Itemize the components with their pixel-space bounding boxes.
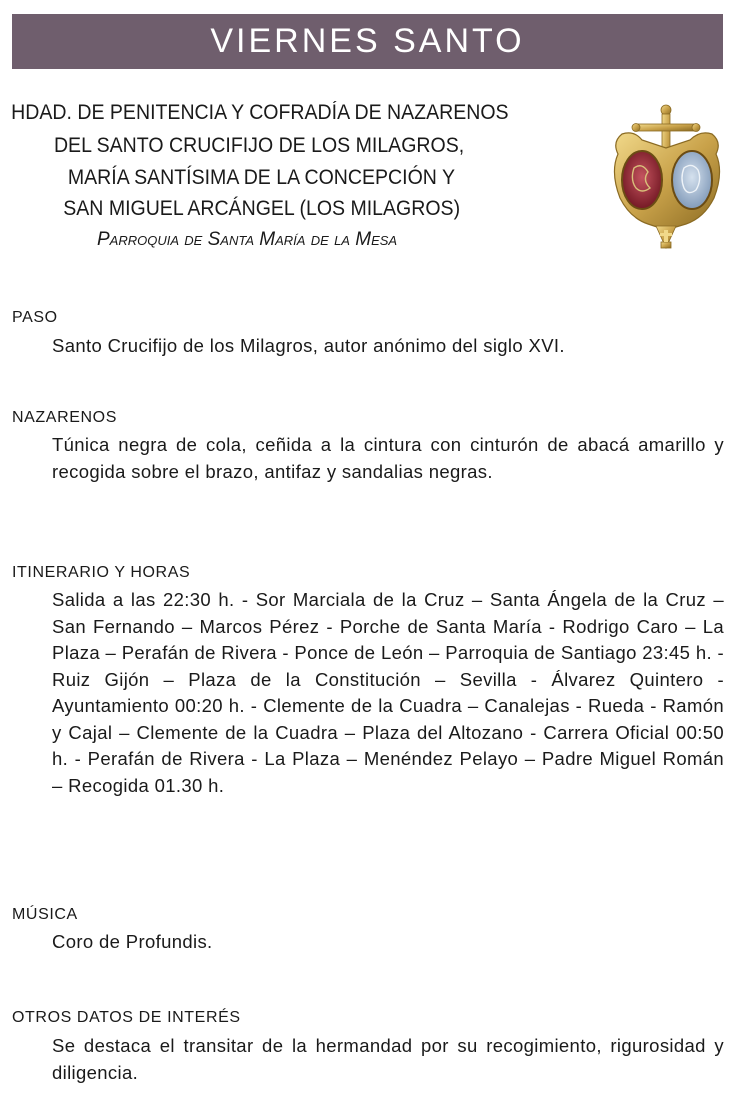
- section-title-nazarenos: NAZARENOS: [12, 409, 117, 426]
- section-title-itinerario: ITINERARIO Y HORAS: [12, 564, 191, 581]
- brotherhood-name-line-1: HDAD. DE PENITENCIA Y COFRADÍA DE NAZARENOS: [11, 101, 509, 124]
- brotherhood-emblem-icon: [608, 102, 726, 254]
- section-body-paso: Santo Crucifijo de los Milagros, autor anónimo del siglo XVI.: [52, 335, 565, 356]
- page-banner: [12, 14, 723, 69]
- brotherhood-name-line-2: DEL SANTO CRUCIFIJO DE LOS MILAGROS,: [53, 134, 465, 157]
- brotherhood-name-line-3: MARÍA SANTÍSIMA DE LA CONCEPCIÓN Y: [67, 166, 455, 189]
- section-title-paso: PASO: [12, 309, 58, 326]
- section-body-itinerario: Salida a las 22:30 h. - Sor Marciala de la Cruz – Santa Ángela de la Cruz – San Fernando – Marcos Pérez - Porche de Santa María - Rodrigo Caro – La Plaza – Perafán de Rivera - Ponce de León – Parroquia de Santiago 23:45 h. - Ruiz Gijón – Plaza de la Constitución – Sevilla - Álvarez Quintero - Ayuntamiento 00:20 h. - Clemente de la Cuadra – Canalejas - Rueda - Ramón y Cajal – Clemente de la Cuadra – Plaza del Altozano - Carrera Oficial 00:50 h. - Perafán de Rivera - La Plaza – Menéndez Pelayo – Padre Miguel Román – Recogida 01.30 h.: [52, 589, 724, 796]
- section-body-musica: Coro de Profundis.: [52, 931, 213, 952]
- banner-title: VIERNES SANTO: [210, 22, 525, 60]
- section-body-otros: Se destaca el transitar de la hermandad por su recogimiento, rigurosidad y diligencia.: [52, 1035, 724, 1083]
- section-body-nazarenos: Túnica negra de cola, ceñida a la cintura con cinturón de abacá amarillo y recogida sobre el brazo, antifaz y sandalias negras.: [52, 434, 724, 482]
- section-title-otros: OTROS DATOS DE INTERÉS: [12, 1009, 241, 1026]
- parish-name: Parroquia de Santa María de la Mesa: [97, 229, 398, 250]
- section-title-musica: MÚSICA: [12, 906, 78, 923]
- brotherhood-name-line-4: SAN MIGUEL ARCÁNGEL (LOS MILAGROS): [63, 197, 461, 220]
